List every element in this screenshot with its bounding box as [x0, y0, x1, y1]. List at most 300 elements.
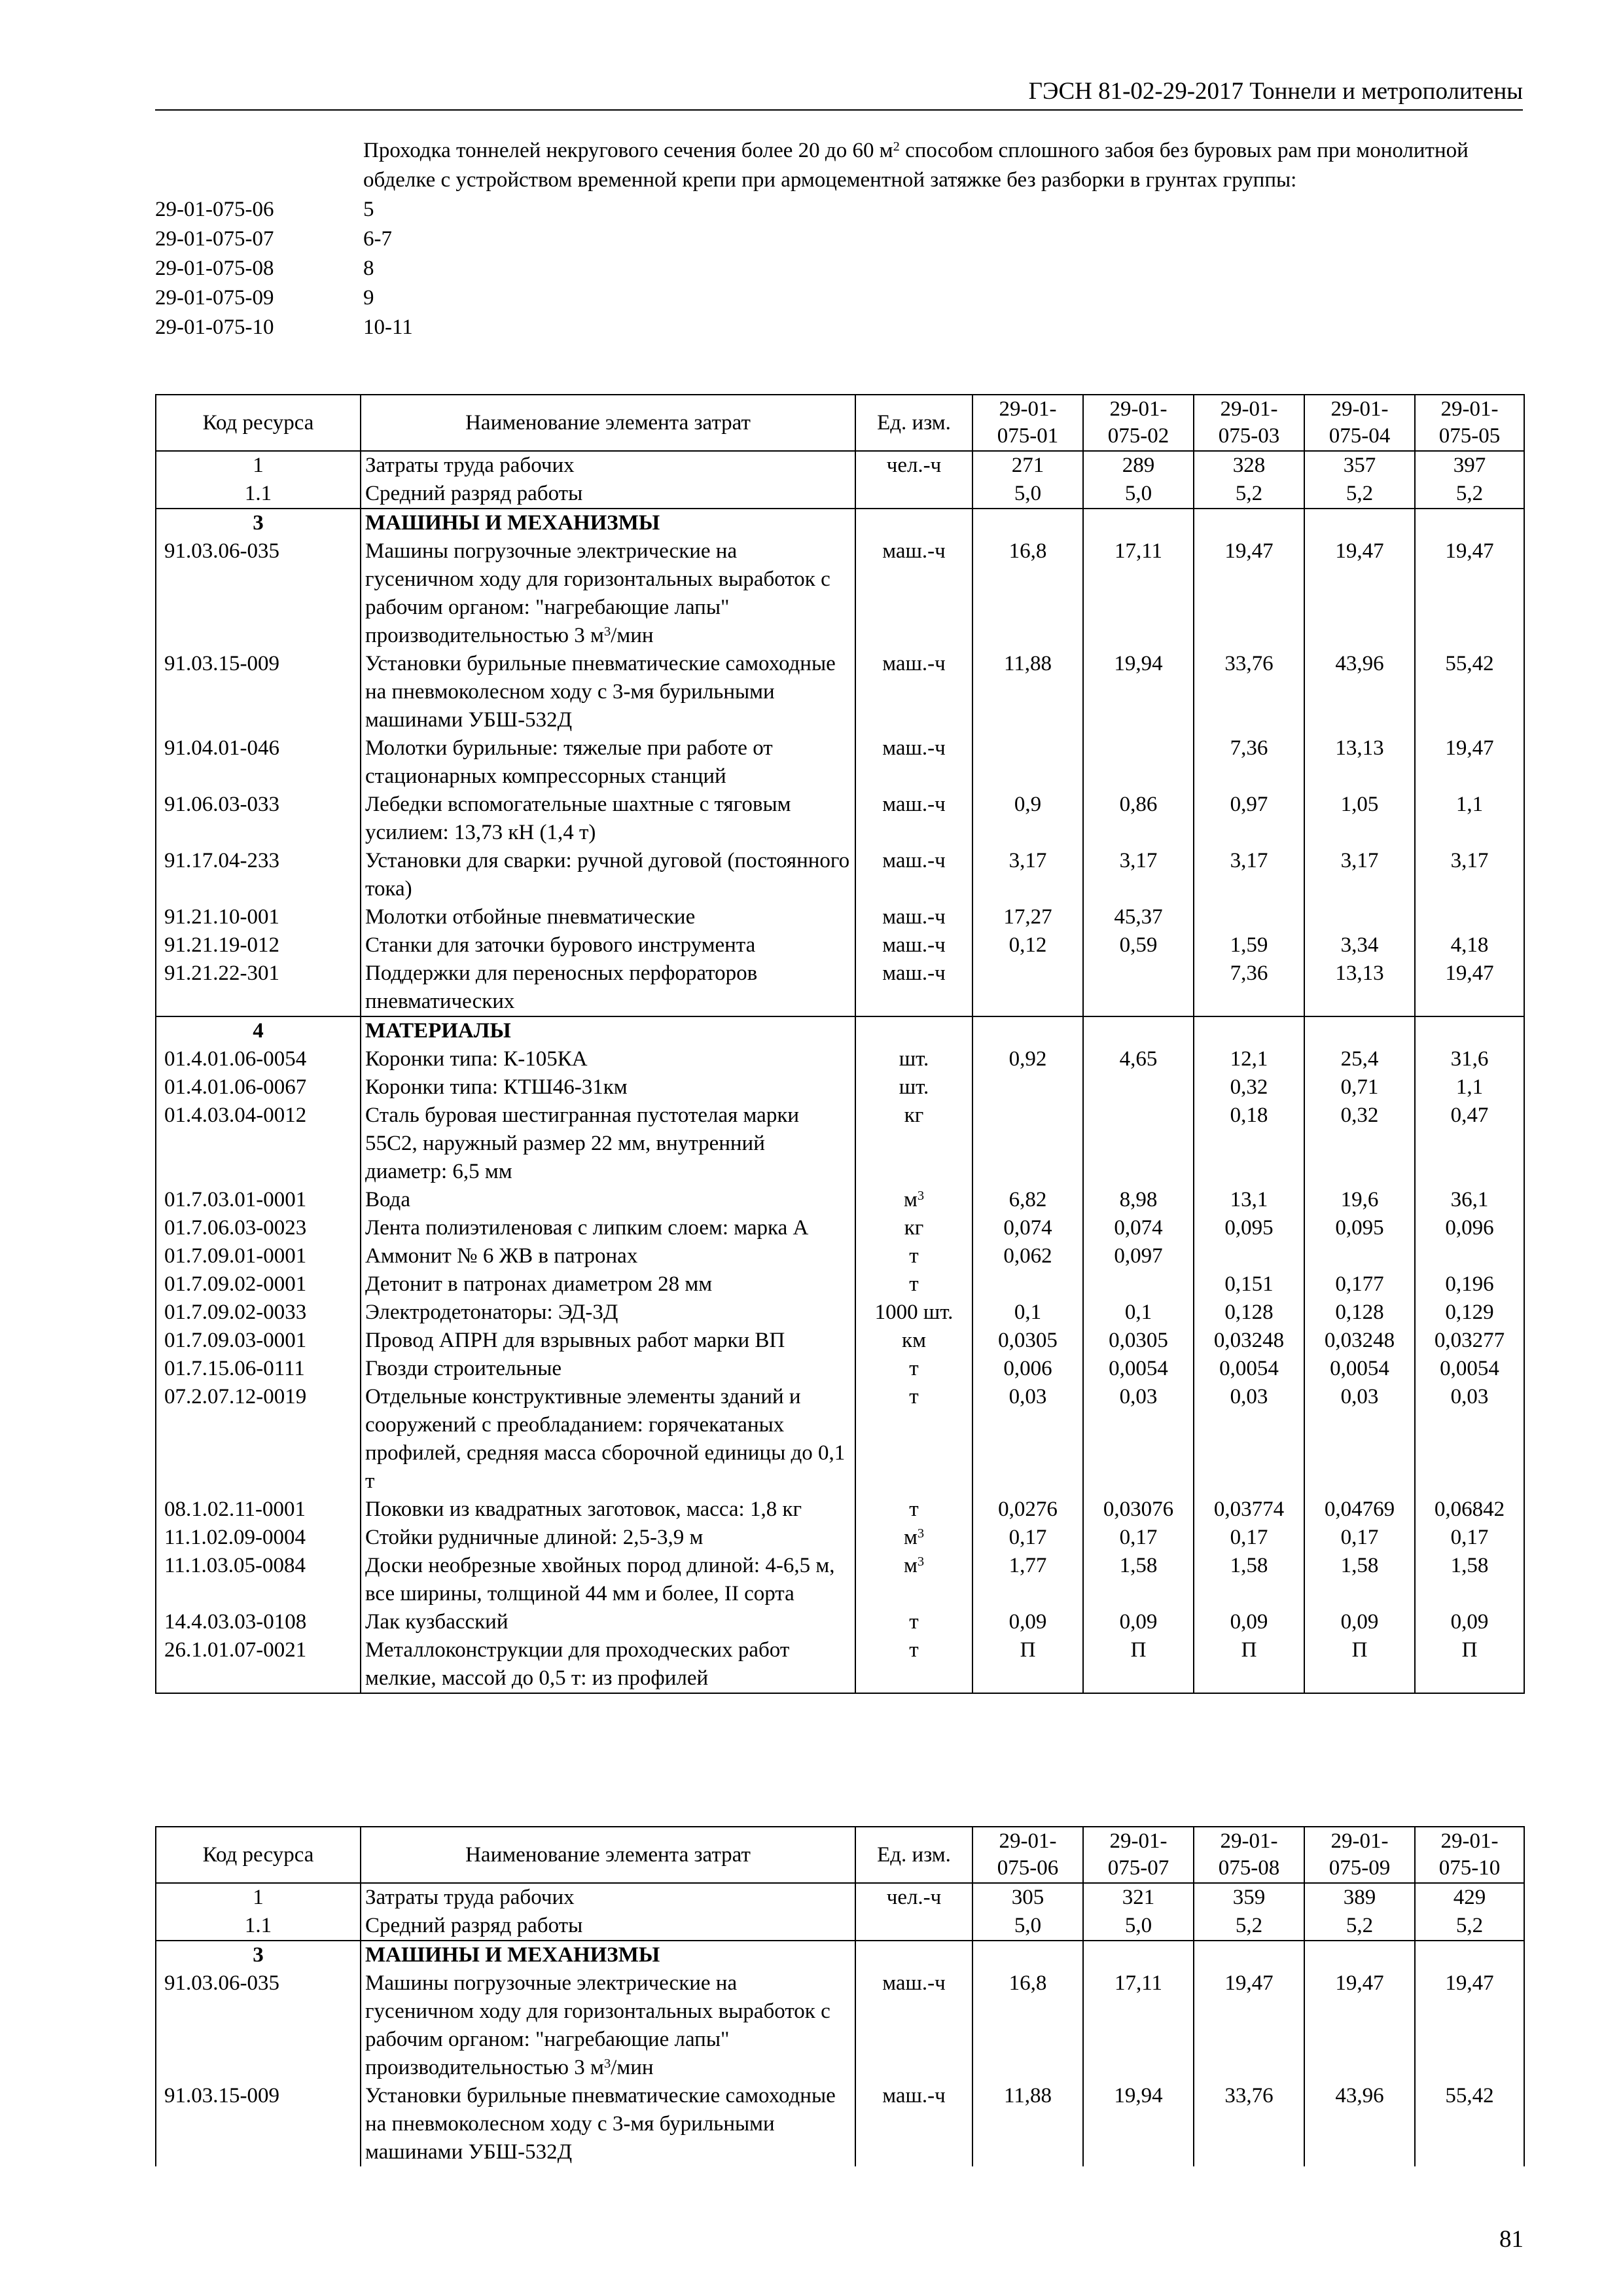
cell-element-name: Машины погрузочные электрические на гусеничном ходу для горизонтальных выработок с рабочим органом: "нагребающие лапы" производительностью 3 $м^3$/мин [361, 537, 855, 650]
cell-resource-code: 91.03.15-009 [156, 2082, 361, 2166]
cell-unit: $м^3$ [855, 1552, 972, 1608]
cell-unit: маш.-ч [855, 931, 972, 960]
cell-value: 305 [972, 1883, 1083, 1912]
cell-unit: т [855, 1608, 972, 1636]
cell-resource-code: 1.1 [156, 480, 361, 509]
cell-value: 0,17 [1194, 1524, 1304, 1552]
cell-value: 0,0276 [972, 1496, 1083, 1524]
cell-value: 5,0 [1083, 1912, 1194, 1941]
cell-value [1083, 1941, 1194, 1969]
cell-resource-code: 91.21.22-301 [156, 960, 361, 1016]
code-list-item [155, 254, 1529, 283]
cell-unit [855, 1016, 972, 1045]
cell-value: 17,27 [972, 903, 1083, 931]
cell-value: 5,2 [1194, 480, 1304, 509]
cell-resource-code: 91.03.06-035 [156, 537, 361, 650]
cell-resource-code: 07.2.07.12-0019 [156, 1383, 361, 1496]
cell-value: 17,11 [1083, 537, 1194, 650]
cell-value: 19,6 [1304, 1186, 1415, 1214]
cell-value: 0,04769 [1304, 1496, 1415, 1524]
cell-unit: т [855, 1496, 972, 1524]
cell-value [1194, 1242, 1304, 1270]
table-row [156, 1242, 1524, 1270]
cell-value: 0,0054 [1304, 1355, 1415, 1383]
cell-unit: маш.-ч [855, 537, 972, 650]
item-group: 5 [363, 198, 374, 221]
cell-unit: т [855, 1242, 972, 1270]
cell-value: 1,05 [1304, 791, 1415, 847]
cell-value: 429 [1415, 1883, 1524, 1912]
cell-value: 0,006 [972, 1355, 1083, 1383]
cell-value: 36,1 [1415, 1186, 1524, 1214]
cell-value: 19,47 [1194, 1969, 1304, 2082]
cell-unit: маш.-ч [855, 650, 972, 734]
cell-unit: чел.-ч [855, 1883, 972, 1912]
cell-value: 0,03248 [1304, 1327, 1415, 1355]
cell-value: 0,095 [1304, 1214, 1415, 1242]
table-row [156, 1608, 1524, 1636]
cell-value: 0,128 [1304, 1299, 1415, 1327]
cell-value: 1,58 [1083, 1552, 1194, 1608]
cell-element-name: Доски необрезные хвойных пород длиной: 4-6,5 м, все ширины, толщиной 44 мм и более, II сорта [361, 1552, 855, 1608]
cell-value: 43,96 [1304, 650, 1415, 734]
cell-element-name: Средний разряд работы [361, 1912, 855, 1941]
cell-value: 1,77 [972, 1552, 1083, 1608]
table-row [156, 1383, 1524, 1496]
cell-value: 45,37 [1083, 903, 1194, 931]
cell-unit: т [855, 1636, 972, 1693]
cell-unit [855, 480, 972, 509]
cell-value [1304, 1941, 1415, 1969]
cell-resource-code: 01.4.01.06-0054 [156, 1045, 361, 1073]
cell-unit: маш.-ч [855, 960, 972, 1016]
header-norm-4: 29-01- 075-04 [1304, 395, 1415, 451]
cell-value [972, 1941, 1083, 1969]
cell-value: 5,0 [972, 480, 1083, 509]
cell-element-name: Электродетонаторы: ЭД-3Д [361, 1299, 855, 1327]
cell-value [972, 960, 1083, 1016]
cell-value: 5,2 [1304, 480, 1415, 509]
cell-value [972, 734, 1083, 791]
cell-value: 0,09 [1304, 1608, 1415, 1636]
cell-element-name: Металлоконструкции для проходческих работ мелкие, массой до 0,5 т: из профилей [361, 1636, 855, 1693]
header-norm-1: 29-01- 075-01 [972, 395, 1083, 451]
cell-unit: кг [855, 1214, 972, 1242]
header-norm-3: 29-01- 075-03 [1194, 395, 1304, 451]
cell-value: 0,71 [1304, 1073, 1415, 1102]
cell-value: 5,0 [1083, 480, 1194, 509]
cell-value: 3,34 [1304, 931, 1415, 960]
cell-value [972, 509, 1083, 537]
table-row [156, 1045, 1524, 1073]
cell-value: 0,09 [1194, 1608, 1304, 1636]
cell-element-name: МАШИНЫ И МЕХАНИЗМЫ [361, 509, 855, 537]
cell-resource-code: 01.7.09.02-0033 [156, 1299, 361, 1327]
cell-element-name: Детонит в патронах диаметром 28 мм [361, 1270, 855, 1299]
cell-value: 31,6 [1415, 1045, 1524, 1073]
cell-value: 0,17 [972, 1524, 1083, 1552]
header-resource-code: Код ресурса [156, 1827, 361, 1883]
cell-value: 19,47 [1415, 734, 1524, 791]
cell-unit: маш.-ч [855, 903, 972, 931]
cell-element-name: Затраты труда рабочих [361, 451, 855, 480]
cell-element-name: Поддержки для переносных перфораторов пневматических [361, 960, 855, 1016]
cell-value: 6,82 [972, 1186, 1083, 1214]
cell-value: 3,17 [1194, 847, 1304, 903]
cell-value [1415, 1941, 1524, 1969]
cell-value: 11,88 [972, 650, 1083, 734]
cell-value: 0,9 [972, 791, 1083, 847]
cell-value: 0,86 [1083, 791, 1194, 847]
cell-value: 0,03277 [1415, 1327, 1524, 1355]
cell-value: 19,94 [1083, 650, 1194, 734]
cell-unit [855, 509, 972, 537]
cell-unit [855, 1941, 972, 1969]
header-norm-2: 29-01- 075-02 [1083, 395, 1194, 451]
cell-element-name: Вода [361, 1186, 855, 1214]
cell-resource-code: 01.7.03.01-0001 [156, 1186, 361, 1214]
table-row [156, 847, 1524, 903]
cell-unit: маш.-ч [855, 2082, 972, 2166]
section-description: Проходка тоннелей некругового сечения более 20 до 60 $м^2$ способом сплошного забоя без буровых рам при монолитной обделке с устройством временной крепи при армоцементной затяжке без разборки в грунтах группы: [363, 139, 1469, 192]
header-resource-code: Код ресурса [156, 395, 361, 451]
cell-value: 5,2 [1415, 480, 1524, 509]
cell-value: 3,17 [1415, 847, 1524, 903]
cell-value: 3,17 [1304, 847, 1415, 903]
cell-value [1304, 1016, 1415, 1045]
cell-value: 289 [1083, 451, 1194, 480]
item-group: 10-11 [363, 315, 413, 339]
cell-value: 11,88 [972, 2082, 1083, 2166]
cell-value: 0,074 [972, 1214, 1083, 1242]
table-row [156, 1496, 1524, 1524]
cell-value: 0,03 [1194, 1383, 1304, 1496]
cell-value [1083, 509, 1194, 537]
cell-element-name: Отдельные конструктивные элементы зданий и сооружений с преобладанием: горячекатаных профилей, средняя масса сборочной единицы до 0,1 т [361, 1383, 855, 1496]
cell-unit: т [855, 1383, 972, 1496]
cell-value: 0,177 [1304, 1270, 1415, 1299]
code-list-item [155, 195, 1529, 224]
cell-element-name: МАТЕРИАЛЫ [361, 1016, 855, 1045]
cell-resource-code: 01.4.01.06-0067 [156, 1073, 361, 1102]
cell-value: 0,17 [1083, 1524, 1194, 1552]
cell-value [1415, 1016, 1524, 1045]
cell-element-name: Лебедки вспомогательные шахтные с тяговым усилием: 13,73 кН (1,4 т) [361, 791, 855, 847]
cell-value: 389 [1304, 1883, 1415, 1912]
cell-element-name: Машины погрузочные электрические на гусеничном ходу для горизонтальных выработок с рабочим органом: "нагребающие лапы" производительностью 3 $м^3$/мин [361, 1969, 855, 2082]
item-group: 9 [363, 286, 374, 310]
cell-value: 4,65 [1083, 1045, 1194, 1073]
code-list [155, 195, 1529, 342]
cell-value: 0,09 [1415, 1608, 1524, 1636]
cell-value [1083, 1270, 1194, 1299]
cell-value [1083, 1016, 1194, 1045]
cell-value: 328 [1194, 451, 1304, 480]
cell-resource-code: 01.7.09.02-0001 [156, 1270, 361, 1299]
cell-value: 0,03774 [1194, 1496, 1304, 1524]
cell-value: 0,196 [1415, 1270, 1524, 1299]
cell-value [1083, 960, 1194, 1016]
cell-value: 321 [1083, 1883, 1194, 1912]
code-list-item [155, 313, 1529, 342]
cell-value: 16,8 [972, 1969, 1083, 2082]
cell-value: 0,47 [1415, 1102, 1524, 1186]
cell-value: 0,17 [1415, 1524, 1524, 1552]
cell-value [1083, 1073, 1194, 1102]
cell-value: 33,76 [1194, 650, 1304, 734]
item-code: 29-01-075-06 [155, 198, 274, 221]
cell-value: П [1415, 1636, 1524, 1693]
cell-value: 0,03 [1304, 1383, 1415, 1496]
cell-value: 0,0305 [972, 1327, 1083, 1355]
cell-value: 1,1 [1415, 1073, 1524, 1102]
table-row [156, 1299, 1524, 1327]
cell-value [972, 1073, 1083, 1102]
cell-resource-code: 01.7.09.01-0001 [156, 1242, 361, 1270]
table-row [156, 1016, 1524, 1045]
table-row [156, 451, 1524, 480]
table-row [156, 1102, 1524, 1186]
cell-value [1415, 1242, 1524, 1270]
cell-value: 0,97 [1194, 791, 1304, 847]
cell-value: 13,13 [1304, 734, 1415, 791]
cell-resource-code: 01.7.09.03-0001 [156, 1327, 361, 1355]
cell-resource-code: 11.1.02.09-0004 [156, 1524, 361, 1552]
table-row [156, 960, 1524, 1016]
resource-table-1 [155, 394, 1525, 1694]
cell-value: 17,11 [1083, 1969, 1194, 2082]
page-header-title: ГЭСН 81-02-29-2017 Тоннели и метрополитены [1028, 78, 1523, 105]
page-header [155, 73, 1523, 111]
cell-unit: маш.-ч [855, 734, 972, 791]
table-row [156, 1073, 1524, 1102]
table-row [156, 1327, 1524, 1355]
cell-unit [855, 1912, 972, 1941]
cell-value: 19,47 [1415, 537, 1524, 650]
cell-resource-code: 91.21.19-012 [156, 931, 361, 960]
table-row [156, 650, 1524, 734]
cell-value: 0,128 [1194, 1299, 1304, 1327]
cell-value: 0,12 [972, 931, 1083, 960]
cell-value: 357 [1304, 451, 1415, 480]
cell-value: 0,06842 [1415, 1496, 1524, 1524]
cell-value: 1,58 [1194, 1552, 1304, 1608]
table-row [156, 1912, 1524, 1941]
table-header-row [156, 395, 1524, 451]
cell-resource-code: 1 [156, 451, 361, 480]
table-row [156, 1214, 1524, 1242]
cell-value: 3,17 [972, 847, 1083, 903]
code-list-item [155, 224, 1529, 254]
cell-value: 0,03 [972, 1383, 1083, 1496]
cell-value: 25,4 [1304, 1045, 1415, 1073]
cell-value [972, 1270, 1083, 1299]
cell-value [1415, 509, 1524, 537]
cell-resource-code: 11.1.03.05-0084 [156, 1552, 361, 1608]
cell-resource-code: 01.7.06.03-0023 [156, 1214, 361, 1242]
cell-value [972, 1016, 1083, 1045]
cell-value: 1,1 [1415, 791, 1524, 847]
cell-value: 397 [1415, 451, 1524, 480]
cell-element-name: Молотки отбойные пневматические [361, 903, 855, 931]
cell-value: 0,03248 [1194, 1327, 1304, 1355]
cell-unit: 1000 шт. [855, 1299, 972, 1327]
table-row [156, 931, 1524, 960]
cell-resource-code: 3 [156, 509, 361, 537]
table-row [156, 1270, 1524, 1299]
cell-element-name: Установки бурильные пневматические самоходные на пневмоколесном ходу с 3-мя бурильными машинами УБШ-532Д [361, 2082, 855, 2166]
cell-value [1304, 509, 1415, 537]
cell-value: 0,09 [1083, 1608, 1194, 1636]
header-norm-2: 29-01- 075-07 [1083, 1827, 1194, 1883]
cell-value: 19,47 [1304, 1969, 1415, 2082]
cell-value: 5,2 [1415, 1912, 1524, 1941]
table-row [156, 537, 1524, 650]
table-row [156, 480, 1524, 509]
cell-resource-code: 91.03.06-035 [156, 1969, 361, 2082]
cell-value: 1,58 [1415, 1552, 1524, 1608]
cell-value: 271 [972, 451, 1083, 480]
table-header-row [156, 1827, 1524, 1883]
cell-value: 12,1 [1194, 1045, 1304, 1073]
cell-resource-code: 01.4.03.04-0012 [156, 1102, 361, 1186]
item-code: 29-01-075-10 [155, 315, 274, 339]
cell-value: 5,0 [972, 1912, 1083, 1941]
cell-resource-code: 91.17.04-233 [156, 847, 361, 903]
table-row [156, 1355, 1524, 1383]
cell-value: 0,074 [1083, 1214, 1194, 1242]
cell-value [972, 1102, 1083, 1186]
cell-value: 0,1 [972, 1299, 1083, 1327]
cell-value: 0,0054 [1083, 1355, 1194, 1383]
cell-value: 0,129 [1415, 1299, 1524, 1327]
cell-value: 359 [1194, 1883, 1304, 1912]
cell-value: 0,03 [1415, 1383, 1524, 1496]
table-row [156, 1969, 1524, 2082]
cell-resource-code: 08.1.02.11-0001 [156, 1496, 361, 1524]
cell-resource-code: 01.7.15.06-0111 [156, 1355, 361, 1383]
cell-value: 19,47 [1415, 960, 1524, 1016]
cell-unit: км [855, 1327, 972, 1355]
cell-value: П [1083, 1636, 1194, 1693]
cell-value: 19,47 [1194, 537, 1304, 650]
table-row [156, 1186, 1524, 1214]
cell-value: 0,097 [1083, 1242, 1194, 1270]
cell-element-name: Установки для сварки: ручной дуговой (постоянного тока) [361, 847, 855, 903]
cell-resource-code: 91.21.10-001 [156, 903, 361, 931]
cell-element-name: Молотки бурильные: тяжелые при работе от стационарных компрессорных станций [361, 734, 855, 791]
cell-value [1194, 1016, 1304, 1045]
cell-unit: кг [855, 1102, 972, 1186]
cell-resource-code: 1 [156, 1883, 361, 1912]
cell-unit: т [855, 1355, 972, 1383]
cell-value: 0,18 [1194, 1102, 1304, 1186]
table-row [156, 1941, 1524, 1969]
cell-value: 5,2 [1194, 1912, 1304, 1941]
cell-resource-code: 91.06.03-033 [156, 791, 361, 847]
cell-value: 0,0054 [1415, 1355, 1524, 1383]
cell-value: 0,1 [1083, 1299, 1194, 1327]
cell-value: 0,03 [1083, 1383, 1194, 1496]
cell-unit: маш.-ч [855, 1969, 972, 2082]
cell-value: 8,98 [1083, 1186, 1194, 1214]
header-cost-element-name: Наименование элемента затрат [361, 395, 855, 451]
cell-resource-code: 91.03.15-009 [156, 650, 361, 734]
cell-value [1194, 903, 1304, 931]
cell-value: 33,76 [1194, 2082, 1304, 2166]
table-row [156, 1552, 1524, 1608]
header-norm-4: 29-01- 075-09 [1304, 1827, 1415, 1883]
cell-value: П [1194, 1636, 1304, 1693]
cell-resource-code: 14.4.03.03-0108 [156, 1608, 361, 1636]
page-number: 81 [1499, 2226, 1524, 2253]
header-norm-1: 29-01- 075-06 [972, 1827, 1083, 1883]
section-intro [155, 136, 1529, 342]
cell-unit: маш.-ч [855, 847, 972, 903]
cell-resource-code: 1.1 [156, 1912, 361, 1941]
table-row [156, 1883, 1524, 1912]
cell-value: П [1304, 1636, 1415, 1693]
cell-element-name: Провод АПРН для взрывных работ марки ВП [361, 1327, 855, 1355]
table-row [156, 903, 1524, 931]
item-group: 8 [363, 257, 374, 280]
header-cost-element-name: Наименование элемента затрат [361, 1827, 855, 1883]
cell-resource-code: 91.04.01-046 [156, 734, 361, 791]
cell-unit: чел.-ч [855, 451, 972, 480]
cell-value: 7,36 [1194, 734, 1304, 791]
cell-value: 7,36 [1194, 960, 1304, 1016]
cell-element-name: Средний разряд работы [361, 480, 855, 509]
cell-element-name: Гвозди строительные [361, 1355, 855, 1383]
cell-value [1194, 1941, 1304, 1969]
cell-value: 19,47 [1304, 537, 1415, 650]
resource-table-2 [155, 1826, 1525, 2166]
cell-value: 0,095 [1194, 1214, 1304, 1242]
cell-value: 19,47 [1415, 1969, 1524, 2082]
header-norm-5: 29-01- 075-10 [1415, 1827, 1524, 1883]
cell-value: 0,151 [1194, 1270, 1304, 1299]
cell-value: 0,09 [972, 1608, 1083, 1636]
item-code: 29-01-075-07 [155, 227, 274, 251]
item-code: 29-01-075-09 [155, 286, 274, 310]
cell-value: 55,42 [1415, 2082, 1524, 2166]
cell-element-name: МАШИНЫ И МЕХАНИЗМЫ [361, 1941, 855, 1969]
cell-value: 55,42 [1415, 650, 1524, 734]
header-unit: Ед. изм. [855, 395, 972, 451]
cell-value [1304, 903, 1415, 931]
table-row [156, 734, 1524, 791]
cell-element-name: Стойки рудничные длиной: 2,5-3,9 м [361, 1524, 855, 1552]
cell-value: 13,1 [1194, 1186, 1304, 1214]
cell-element-name: Поковки из квадратных заготовок, масса: 1,8 кг [361, 1496, 855, 1524]
cell-value: 0,0054 [1194, 1355, 1304, 1383]
cell-element-name: Коронки типа: КТШ46-31км [361, 1073, 855, 1102]
item-code: 29-01-075-08 [155, 257, 274, 280]
cell-value [1083, 1102, 1194, 1186]
cell-element-name: Коронки типа: К-105КА [361, 1045, 855, 1073]
cell-value: 0,59 [1083, 931, 1194, 960]
cell-value: 19,94 [1083, 2082, 1194, 2166]
cell-value: 0,096 [1415, 1214, 1524, 1242]
cell-value [1304, 1242, 1415, 1270]
cell-unit: шт. [855, 1045, 972, 1073]
cell-resource-code: 3 [156, 1941, 361, 1969]
cell-resource-code: 4 [156, 1016, 361, 1045]
code-list-item [155, 283, 1529, 313]
cell-value: 16,8 [972, 537, 1083, 650]
cell-value: 0,17 [1304, 1524, 1415, 1552]
cell-unit: маш.-ч [855, 791, 972, 847]
